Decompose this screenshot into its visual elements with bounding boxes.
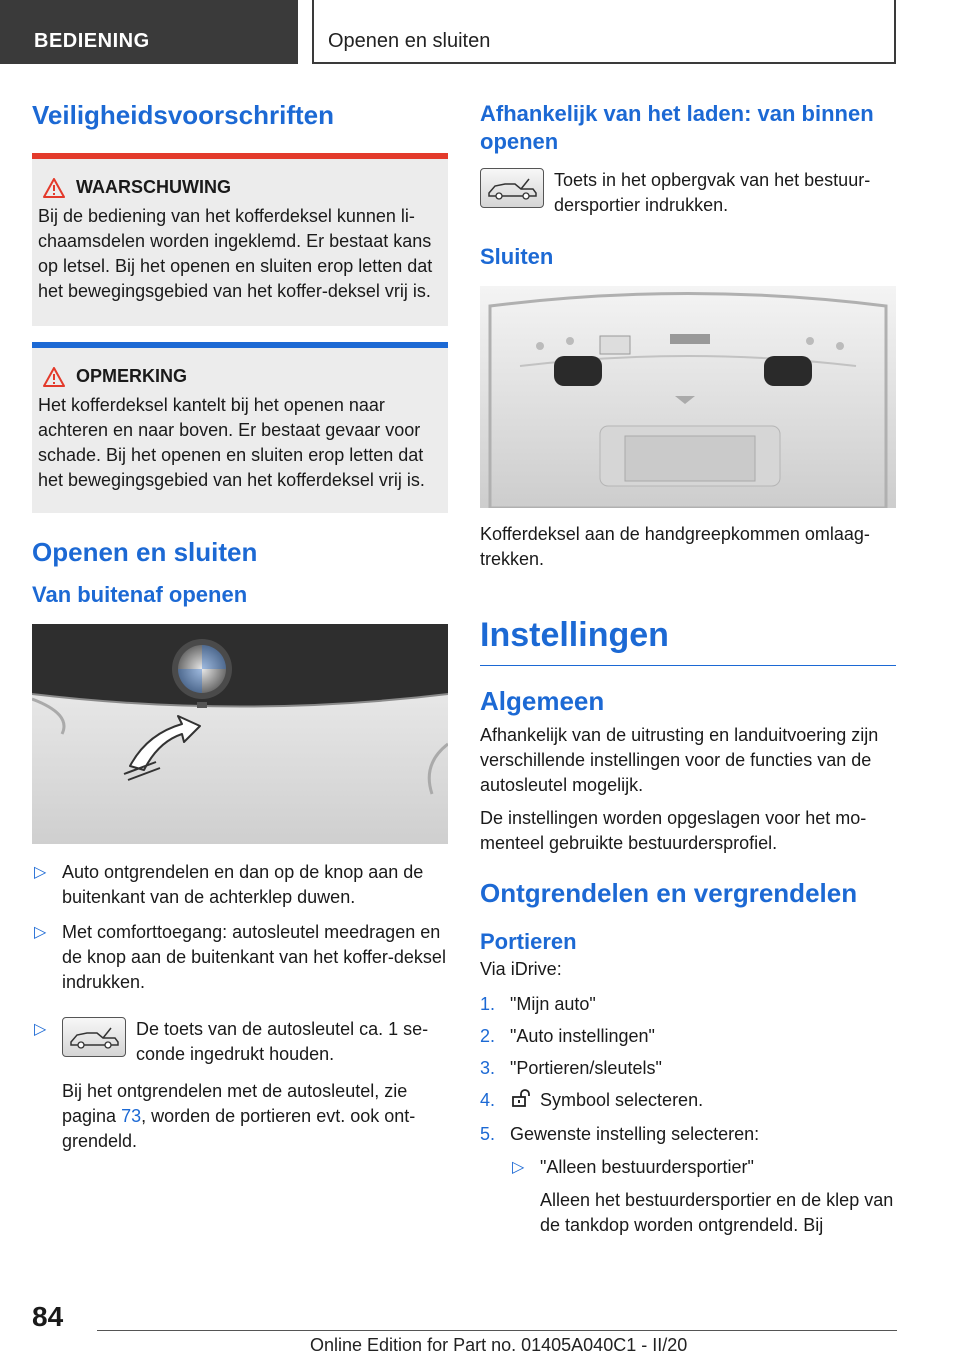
- chapter-label: Openen en sluiten: [328, 30, 491, 52]
- right-column: [480, 100, 896, 1245]
- general-paragraph-1: Afhankelijk van de uitrusting en landuitvoering zijn verschillende instellingen voor de functies van de autosleutel mogelijk.: [480, 725, 879, 795]
- step-text: "Mijn auto": [510, 994, 596, 1014]
- open-close-heading: Openen en sluiten: [32, 537, 258, 567]
- edition-text: Online Edition for Part no. 01405A040C1 - II/20: [310, 1335, 688, 1355]
- trunk-interior-image: [480, 286, 896, 508]
- bullet-triangle-icon: ▷: [34, 864, 47, 881]
- list-item: [480, 1122, 896, 1238]
- list-item-text: Auto ontgrendelen en dan op de knop aan de buitenkant van de achterklep duwen.: [62, 862, 424, 907]
- load-instruction: [480, 168, 896, 218]
- load-heading: Afhankelijk van het laden: van binnen openen: [480, 101, 874, 154]
- key-note: [62, 1079, 448, 1154]
- list-item: [480, 1056, 896, 1081]
- note-box: [32, 342, 448, 513]
- general-paragraph-2: De instellingen worden opgeslagen voor het mo-menteel gebruikte bestuurdersprofiel.: [480, 808, 867, 853]
- bullet-triangle-icon: ▷: [34, 1021, 47, 1038]
- step-text: "Portieren/sleutels": [510, 1058, 662, 1078]
- step-text: Symbool selecteren.: [540, 1090, 704, 1110]
- note-title-text: OPMERKING: [76, 366, 188, 386]
- bullet-triangle-icon: ▷: [512, 1159, 525, 1176]
- step-number: 4.: [480, 1090, 496, 1110]
- note-text: Het kofferdeksel kantelt bij het openen naar achteren en naar boven. Er bestaat gevaar voor schade. Bij het openen en sluiten erop letten dat het bewegingsgebied van het kofferdeksel vrij is.: [38, 395, 425, 490]
- step-number: 5.: [480, 1124, 496, 1144]
- close-heading: Sluiten: [480, 244, 554, 269]
- warning-triangle-icon: [38, 178, 70, 198]
- list-item: [480, 992, 896, 1017]
- list-item: [480, 1088, 896, 1115]
- unlock-padlock-icon: [510, 1088, 534, 1115]
- warning-text: Bij de bediening van het kofferdeksel kunnen li-chaamsdelen worden ingeklemd. Er bestaat kans op letsel. Bij het openen en sluiten erop letten dat het bewegingsgebied van het koffer-deksel vrij is.: [38, 206, 433, 301]
- list-item: [32, 1017, 448, 1154]
- via-text: Via iDrive:: [480, 959, 562, 979]
- close-text: Kofferdeksel aan de handgreepkommen omlaag-trekken.: [480, 524, 870, 569]
- sub-option: [510, 1155, 896, 1238]
- bullet-triangle-icon: ▷: [34, 924, 47, 941]
- outside-steps-list: [32, 860, 448, 1154]
- list-item: [32, 860, 448, 910]
- car-key-trunk-icon: [62, 1017, 126, 1057]
- section-tab: [0, 0, 298, 64]
- step-text: Gewenste instelling selecteren:: [510, 1124, 760, 1144]
- load-text: Toets in het opbergvak van het bestuur-dersportier indrukken.: [554, 170, 871, 215]
- section-label: BEDIENING: [34, 30, 150, 52]
- sub-option-label: "Alleen bestuurdersportier": [540, 1157, 754, 1177]
- settings-steps-list: [480, 992, 896, 1238]
- settings-heading: Instellingen: [480, 616, 896, 666]
- step-number: 2.: [480, 1026, 496, 1046]
- list-item: [32, 920, 448, 995]
- step-number: 3.: [480, 1058, 496, 1078]
- step-text: "Auto instellingen": [510, 1026, 655, 1046]
- left-column: [32, 100, 448, 1164]
- list-item-text: Met comforttoegang: autosleutel meedragen en de knop aan de buitenkant van het koffer-deksel indrukken.: [62, 922, 446, 992]
- safety-heading: Veiligheidsvoorschriften: [32, 100, 334, 130]
- note-triangle-icon: [38, 367, 70, 387]
- key-note-after: , worden de portieren evt. ook ont-grendeld.: [62, 1106, 416, 1151]
- trunk-button-icon: [480, 168, 544, 208]
- trunk-exterior-image: [32, 624, 448, 844]
- page-number: 84: [32, 1301, 64, 1332]
- sub-option-text: Alleen het bestuurdersportier en de klep van de tankdop worden ontgrendeld. Bij: [540, 1190, 894, 1235]
- lock-heading: Ontgrendelen en vergrendelen: [480, 878, 858, 908]
- warning-box: [32, 153, 448, 326]
- footer-divider: [97, 1330, 897, 1331]
- note-title: [38, 366, 442, 387]
- key-bullet-text: De toets van de autosleutel ca. 1 se-conde ingedrukt houden.: [136, 1019, 429, 1064]
- outside-heading: Van buitenaf openen: [32, 582, 248, 607]
- warning-title: [38, 177, 442, 198]
- chapter-tab: [312, 0, 896, 64]
- general-heading: Algemeen: [480, 686, 605, 716]
- step-number: 1.: [480, 994, 496, 1014]
- key-note-before: Bij het ontgrendelen met de autosleutel, zie pagina: [62, 1081, 408, 1126]
- warning-title-text: WAARSCHUWING: [76, 177, 231, 197]
- doors-heading: Portieren: [480, 929, 577, 954]
- list-item: [480, 1024, 896, 1049]
- page-link[interactable]: 73: [121, 1106, 142, 1126]
